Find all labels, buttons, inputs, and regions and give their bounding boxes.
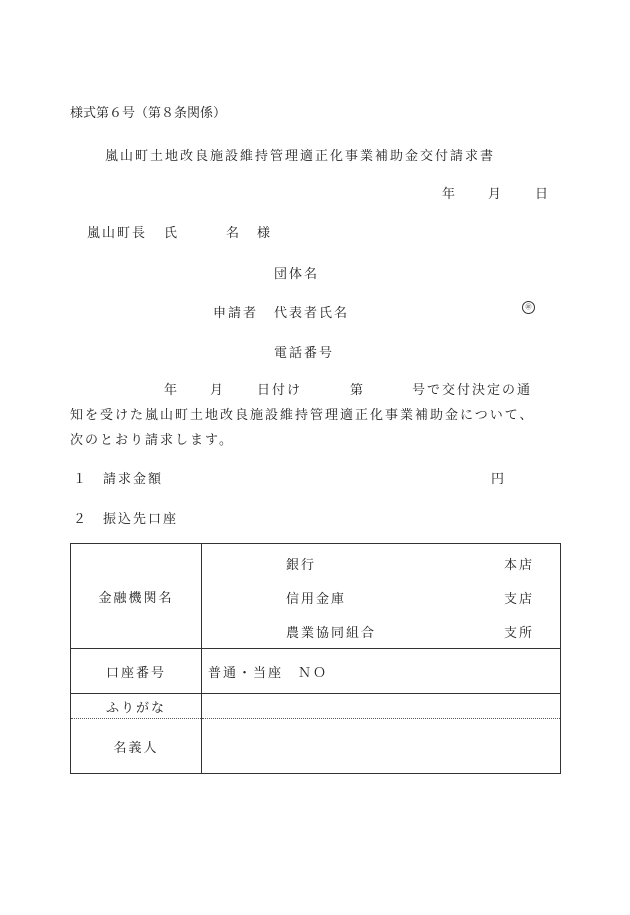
bank-type: 銀行 [286, 558, 317, 573]
body-dai: 第 [350, 383, 364, 398]
account-label-cell [71, 649, 202, 694]
representative-label: 代表者氏名 [274, 306, 350, 321]
item-2-label: 振込先口座 [103, 512, 179, 527]
bank-line [202, 579, 560, 613]
bank-branch: 支所 [504, 626, 535, 641]
furigana-row [71, 694, 561, 719]
account-value-cell[interactable] [202, 649, 561, 694]
bank-row [71, 544, 561, 649]
addressee-name-b: 名 [226, 226, 240, 241]
date-year: 年 [442, 187, 456, 202]
bank-type: 農業協同組合 [286, 626, 377, 641]
body-year: 年 [164, 383, 178, 398]
body-month: 月 [210, 383, 224, 398]
furigana-label: ふりがな [105, 700, 166, 716]
body-line3: 次のとおり請求します。 [70, 433, 234, 448]
body-line2: 知を受けた嵐山町土地改良施設維持管理適正化事業補助金について、 [70, 408, 535, 423]
form-number: 様式第６号（第８条関係） [70, 106, 227, 121]
holder-label: 名義人 [113, 740, 159, 756]
applicant-label: 申請者 [213, 306, 259, 321]
bank-branch: 支店 [504, 592, 535, 607]
bank-type: 信用金庫 [286, 592, 347, 607]
item-2-number: ２ [73, 512, 87, 527]
date-month: 月 [488, 187, 502, 202]
bank-line [202, 545, 560, 579]
document-title: 嵐山町土地改良施設維持管理適正化事業補助金交付請求書 [105, 149, 496, 164]
account-label: 口座番号 [105, 665, 166, 681]
bank-branch: 本店 [504, 558, 535, 573]
account-table [70, 543, 561, 774]
seal-text: ㊞ [525, 304, 532, 311]
seal-mark [522, 301, 535, 314]
body-line1-tail: 号で交付決定の通 [412, 383, 533, 398]
item-1-label: 請求金額 [103, 472, 164, 487]
group-name-label: 団体名 [274, 267, 320, 282]
body-date-suffix: 日付け [257, 383, 303, 398]
holder-label-cell [71, 719, 202, 774]
addressee-name-a: 氏 [164, 226, 178, 241]
bank-value-cell[interactable] [202, 544, 561, 649]
holder-value-cell[interactable] [202, 719, 561, 774]
account-number-row [71, 649, 561, 694]
phone-label: 電話番号 [274, 346, 335, 361]
furigana-label-cell [71, 694, 202, 719]
date-day: 日 [535, 187, 549, 202]
item-1-number: １ [73, 472, 87, 487]
holder-row [71, 719, 561, 774]
addressee-prefix: 嵐山町長 [87, 226, 148, 241]
account-value: 普通・当座 ＮＯ [208, 665, 329, 681]
item-1-unit: 円 [491, 472, 505, 487]
furigana-value-cell[interactable] [202, 694, 561, 719]
bank-label-cell [71, 544, 202, 649]
addressee-suffix: 様 [257, 226, 271, 241]
bank-label: 金融機関名 [98, 590, 174, 606]
bank-line [202, 613, 560, 647]
